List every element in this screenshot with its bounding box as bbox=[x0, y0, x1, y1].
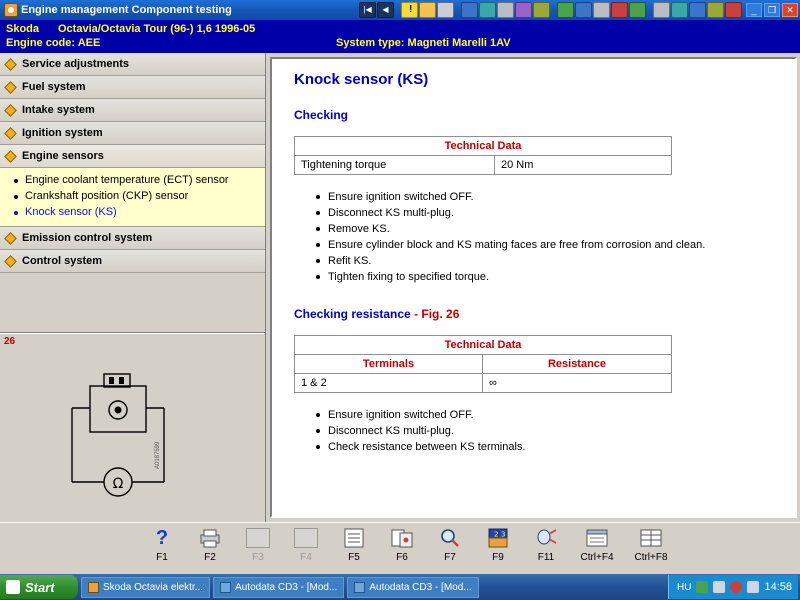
fkey-label: F1 bbox=[156, 552, 168, 563]
system-tray bbox=[668, 575, 798, 599]
taskbar-item-1[interactable] bbox=[81, 577, 210, 598]
diamond-icon bbox=[4, 150, 17, 163]
vehicle-header bbox=[0, 20, 800, 53]
sidebar bbox=[0, 53, 266, 522]
start-button[interactable] bbox=[0, 575, 78, 599]
close-button[interactable]: ✕ bbox=[782, 3, 798, 17]
window-controls bbox=[746, 3, 798, 17]
sidebar-subitem-label: Engine coolant temperature (ECT) sensor bbox=[25, 174, 229, 186]
sidebar-subitem-ckp-sensor[interactable] bbox=[0, 188, 265, 204]
table2-row0-resistance: ∞ bbox=[483, 374, 672, 393]
search-icon[interactable] bbox=[671, 2, 688, 18]
network-icon[interactable] bbox=[696, 581, 708, 593]
list-item: Ensure ignition switched OFF. bbox=[316, 407, 781, 423]
gear-icon[interactable] bbox=[515, 2, 532, 18]
main-area bbox=[0, 53, 800, 522]
section-heading-checking: Checking bbox=[294, 108, 349, 122]
magnifier-icon bbox=[436, 525, 464, 551]
volume-icon[interactable] bbox=[713, 581, 725, 593]
title-bar bbox=[0, 0, 800, 20]
taskbar-item-label: Autodata CD3 - [Mod... bbox=[369, 581, 472, 593]
vehicle-model: Octavia/Octavia Tour (96-) 1,6 1996-05 bbox=[58, 23, 256, 35]
sidebar-item-ignition-system[interactable] bbox=[0, 122, 265, 145]
fkey-label: F3 bbox=[252, 552, 264, 563]
diamond-icon bbox=[4, 255, 17, 268]
section2-label: Checking resistance bbox=[294, 307, 411, 321]
printer-icon bbox=[196, 525, 224, 551]
vehicle-make: Skoda bbox=[6, 23, 40, 35]
list-icon bbox=[340, 525, 368, 551]
page-icon bbox=[244, 525, 272, 551]
table-row bbox=[295, 374, 672, 393]
table2-row0-terminals: 1 & 2 bbox=[295, 374, 483, 393]
table1-row0-value: 20 Nm bbox=[495, 156, 672, 175]
sidebar-subitem-knock-sensor[interactable] bbox=[0, 204, 265, 220]
table2-header-resistance: Resistance bbox=[483, 355, 672, 374]
taskbar-item-label: Skoda Octavia elektr... bbox=[103, 581, 204, 593]
figure-code: A0187599 bbox=[155, 441, 161, 469]
sidebar-sublist-engine-sensors bbox=[0, 168, 265, 227]
fkey-label: F6 bbox=[396, 552, 408, 563]
section-heading-checking-resistance bbox=[294, 307, 781, 321]
steps-list-resistance bbox=[316, 407, 781, 455]
table-header-row bbox=[295, 355, 672, 374]
bulb-icon[interactable] bbox=[533, 2, 550, 18]
nav-first-icon[interactable]: |◀ bbox=[359, 2, 376, 18]
toolbar-separator bbox=[551, 2, 556, 18]
wire-icon[interactable] bbox=[611, 2, 628, 18]
fkey-ctrl-f4[interactable] bbox=[570, 523, 624, 563]
diamond-icon bbox=[4, 58, 17, 71]
folder-icon[interactable] bbox=[419, 2, 436, 18]
fkey-f9[interactable] bbox=[474, 523, 522, 563]
sidebar-subitem-ect-sensor[interactable] bbox=[0, 172, 265, 188]
note-icon[interactable] bbox=[575, 2, 592, 18]
sidebar-item-emission-control-system[interactable] bbox=[0, 227, 265, 250]
knock-sensor-diagram-icon bbox=[60, 364, 210, 524]
toolbar bbox=[359, 2, 742, 18]
globe-icon[interactable] bbox=[461, 2, 478, 18]
update-icon[interactable] bbox=[747, 581, 759, 593]
window-title: Engine management Component testing bbox=[21, 4, 232, 16]
clock[interactable]: 14:58 bbox=[764, 581, 792, 593]
autodata-icon bbox=[220, 582, 231, 593]
bullet-icon bbox=[14, 211, 18, 215]
table-icon[interactable] bbox=[593, 2, 610, 18]
list-item: Disconnect KS multi-plug. bbox=[316, 423, 781, 439]
fkey-f1[interactable] bbox=[138, 523, 186, 563]
fkey-label: Ctrl+F4 bbox=[580, 552, 614, 563]
figure-number: 26 bbox=[4, 336, 16, 347]
sidebar-item-intake-system[interactable] bbox=[0, 99, 265, 122]
sidebar-item-label: Fuel system bbox=[22, 81, 86, 93]
document-pane[interactable] bbox=[270, 57, 797, 518]
fkey-label: Ctrl+F8 bbox=[634, 552, 668, 563]
fkey-f11[interactable] bbox=[522, 523, 570, 563]
sidebar-item-label: Emission control system bbox=[22, 232, 153, 244]
sidebar-item-label: Ignition system bbox=[22, 127, 103, 139]
table1-caption: Technical Data bbox=[295, 137, 672, 156]
function-key-bar bbox=[0, 522, 800, 574]
toolbar-separator bbox=[455, 2, 460, 18]
sidebar-subitem-label: Crankshaft position (CKP) sensor bbox=[25, 190, 189, 202]
toolbar-separator bbox=[395, 2, 400, 18]
car-icon[interactable] bbox=[479, 2, 496, 18]
fkey-f6[interactable] bbox=[378, 523, 426, 563]
page-title: Knock sensor (KS) bbox=[294, 71, 429, 88]
table1-row0-label: Tightening torque bbox=[295, 156, 495, 175]
fkey-label: F11 bbox=[537, 552, 555, 563]
taskbar-item-label: Autodata CD3 - [Mod... bbox=[235, 581, 338, 593]
fkey-f2[interactable] bbox=[186, 523, 234, 563]
fkey-f5[interactable] bbox=[330, 523, 378, 563]
sidebar-menu bbox=[0, 53, 265, 333]
sidebar-item-label: Control system bbox=[22, 255, 103, 267]
app-icon bbox=[88, 582, 99, 593]
fkey-label: F9 bbox=[492, 552, 504, 563]
steps-list-checking bbox=[316, 189, 781, 285]
fkey-f3 bbox=[234, 523, 282, 563]
sidebar-subitem-label: Knock sensor (KS) bbox=[25, 206, 117, 218]
help-question-icon: ? bbox=[155, 526, 169, 549]
help-icon[interactable] bbox=[707, 2, 724, 18]
svg-text:Ω: Ω bbox=[112, 476, 124, 492]
info-icon[interactable] bbox=[689, 2, 706, 18]
list-item: Refit KS. bbox=[316, 253, 781, 269]
table2-caption: Technical Data bbox=[295, 336, 672, 355]
calc-icon[interactable] bbox=[653, 2, 670, 18]
table-row bbox=[295, 156, 672, 175]
fkey-f4 bbox=[282, 523, 330, 563]
taskbar-item-3[interactable] bbox=[347, 577, 478, 598]
sidebar-item-label: Engine sensors bbox=[22, 150, 104, 162]
engine-code: Engine code: AEE bbox=[6, 37, 101, 49]
notes-icon bbox=[388, 525, 416, 551]
print-icon[interactable] bbox=[437, 2, 454, 18]
svg-text:3: 3 bbox=[501, 530, 506, 539]
technical-data-table-1 bbox=[294, 136, 672, 175]
connector-icon bbox=[532, 525, 560, 551]
start-label: Start bbox=[25, 579, 55, 595]
fkey-label: F4 bbox=[300, 552, 312, 563]
taskbar bbox=[0, 574, 800, 600]
fkey-label: F7 bbox=[444, 552, 456, 563]
window-icon bbox=[583, 525, 611, 551]
disk-icon[interactable] bbox=[557, 2, 574, 18]
diamond-icon bbox=[4, 81, 17, 94]
fkey-label: F5 bbox=[348, 552, 360, 563]
sidebar-item-label: Intake system bbox=[22, 104, 95, 116]
exit-icon[interactable] bbox=[725, 2, 742, 18]
svg-text:2: 2 bbox=[494, 530, 499, 539]
system-type: System type: Magneti Marelli 1AV bbox=[336, 37, 511, 49]
windows-flag-icon bbox=[6, 580, 20, 594]
diamond-icon bbox=[4, 232, 17, 245]
sidebar-item-engine-sensors[interactable] bbox=[0, 145, 265, 168]
table2-header-terminals: Terminals bbox=[295, 355, 483, 374]
cylinders-icon bbox=[484, 525, 512, 551]
language-indicator[interactable]: HU bbox=[677, 581, 692, 593]
sidebar-item-control-system[interactable] bbox=[0, 250, 265, 273]
technical-data-table-2 bbox=[294, 335, 672, 393]
fkey-label: F2 bbox=[204, 552, 216, 563]
page-icon bbox=[292, 525, 320, 551]
diamond-icon bbox=[4, 127, 17, 140]
warning-icon[interactable] bbox=[401, 2, 418, 18]
fkey-f7[interactable] bbox=[426, 523, 474, 563]
maximize-button[interactable]: ❐ bbox=[764, 3, 780, 17]
list-item: Disconnect KS multi-plug. bbox=[316, 205, 781, 221]
autodata-icon bbox=[354, 582, 365, 593]
list-item: Remove KS. bbox=[316, 221, 781, 237]
figure-pane bbox=[0, 333, 265, 522]
nav-prev-icon[interactable]: ◀ bbox=[377, 2, 394, 18]
bullet-icon bbox=[14, 195, 18, 199]
list-item: Check resistance between KS terminals. bbox=[316, 439, 781, 455]
shield-icon[interactable] bbox=[730, 581, 742, 593]
table-icon bbox=[637, 525, 665, 551]
sidebar-item-fuel-system[interactable] bbox=[0, 76, 265, 99]
fkey-ctrl-f8[interactable] bbox=[624, 523, 678, 563]
toolbar-separator bbox=[647, 2, 652, 18]
list-item: Tighten fixing to specified torque. bbox=[316, 269, 781, 285]
book-icon[interactable] bbox=[497, 2, 514, 18]
list-item: Ensure cylinder block and KS mating faces are free from corrosion and clean. bbox=[316, 237, 781, 253]
list-item: Ensure ignition switched OFF. bbox=[316, 189, 781, 205]
sidebar-item-service-adjustments[interactable] bbox=[0, 53, 265, 76]
sidebar-item-label: Service adjustments bbox=[22, 58, 129, 70]
bullet-icon bbox=[14, 179, 18, 183]
wrench-icon bbox=[4, 3, 18, 17]
minimize-button[interactable]: _ bbox=[746, 3, 762, 17]
graph-icon[interactable] bbox=[629, 2, 646, 18]
diamond-icon bbox=[4, 104, 17, 117]
figure-reference[interactable]: - Fig. 26 bbox=[414, 307, 460, 321]
taskbar-item-2[interactable] bbox=[213, 577, 344, 598]
sidebar-filler bbox=[0, 273, 265, 333]
